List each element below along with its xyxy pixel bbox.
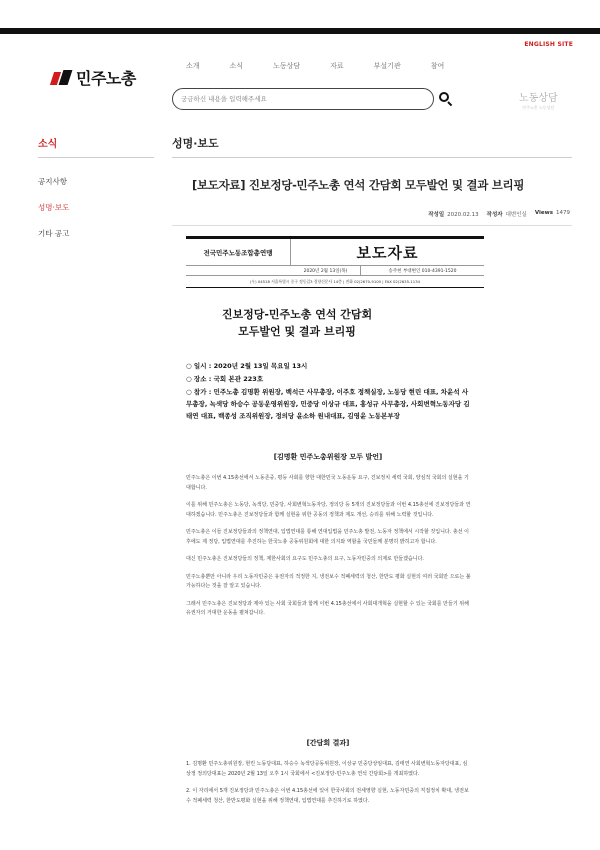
meta-author-value: 대변인실 (505, 212, 527, 218)
event-info-list (186, 360, 471, 423)
consult-sub-label: 민주노총 노동상담 (522, 105, 555, 110)
press-date: 2020년 2월 13일(목) (291, 266, 361, 275)
nav-item-participate[interactable]: 참여 (430, 62, 445, 70)
nav-item-resources[interactable]: 자료 (330, 62, 344, 70)
press-contact: 송주현 부대변인 010-4391-1520 (388, 268, 457, 274)
top-black-bar (0, 28, 600, 34)
press-address: (우) 04518 서울특별시 중구 정동길3 경향신문사 14층 | 전화 02)2670-9100 | FAX 02)2635-1134 (186, 276, 484, 288)
event-info-item: ○ 일시 : 2020년 2월 13일 목요일 13시 (186, 362, 308, 370)
section-results-head: [간담회 결과] (306, 739, 350, 747)
sidebar-item-other[interactable]: 기타 공고 (38, 229, 70, 238)
nav-item-news[interactable]: 소식 (229, 62, 244, 70)
paragraph: 그래서 민주노총은 진보정당과 제야 있는 사회 국회들과 함께 이번 4.15총선에서 사회대개혁을 실현할 수 있는 국회를 만들기 위해 유권자의 거대한 운동을 펼쳐갑니다. (186, 600, 469, 616)
meta-author-label: 작성자 (486, 212, 503, 218)
english-site-link[interactable]: ENGLISH SITE (524, 41, 573, 48)
site-logo[interactable] (52, 66, 136, 89)
post-title: [보도자료] 진보정당-민주노총 연석 간담회 모두발언 및 결과 브리핑 (192, 178, 525, 192)
meta-author (487, 210, 527, 218)
nav-item-consult[interactable]: 노동상담 (273, 62, 301, 70)
page-title: 성명·보도 (172, 137, 219, 150)
nav-item-intro[interactable]: 소개 (186, 62, 200, 70)
section-opening-remarks-head: [김명환 민주노총위원장 모두 발언] (273, 453, 383, 461)
labor-consult-link[interactable] (519, 89, 558, 111)
sidebar-menu (38, 176, 69, 254)
document-title-line1: 진보정당-민주노총 연석 간담회 (221, 308, 373, 321)
sidebar-item-statements[interactable]: 성명·보도 (38, 203, 70, 212)
meta-date-label: 작성일 (428, 212, 445, 218)
paragraph: 민주노총은 이들 진보정당들과의 정책연대, 입법연대를 통해 연대입법을 민주노총 발전, 노동자 정책에서 시작할 것입니다. 총선 이후에도 제 정당, 입법연대를 추진하는 한국노총 공동위원회에 대한 의지와 역할을 국민들께 분명히 밝히고자 합니다. (186, 529, 470, 545)
event-info-item: ○ 참가 : 민주노총 김명환 위원장, 백석근 사무총장, 이주호 정책실장, 노동당 현린 대표, 차윤석 사무총장, 녹색당 하승수 공동운영위원장, 민중당 이상규 대표, 홍성규 사무총장, 사회변혁노동자당 김태연 대표, 백종성 조직위원장, 정의당 윤소하 원내대표, 김영윤 노동본부장 (186, 388, 470, 420)
press-org: 전국민주노동조합총연맹 (186, 239, 291, 266)
post-meta (428, 210, 570, 218)
event-info-item: ○ 장소 : 국회 본관 223호 (186, 375, 264, 383)
meta-views (535, 210, 570, 218)
meta-date-value: 2020.02.13 (447, 212, 479, 218)
paragraph: 대신 민주노총은 진보정당들의 정책, 제한사회의 요구도 민주노총의 요구, 노동자민중의 의제로 만들겠습니다. (186, 556, 425, 562)
paragraph: 이를 위해 민주노총은 노동당, 녹색당, 민중당, 사회변혁노동자당, 정의당 등 5개의 진보정당들과 이번 4.15총선에 진보정당들과 연대하겠습니다. 민주노총은 진보정당들과 함께 실현을 위한 공동의 정책과 제도 개선, 승리를 위해 노력할 것입니다. (186, 502, 471, 518)
press-heading: 보도자료 (291, 239, 484, 266)
document-title-line2: 모두발언 및 결과 브리핑 (238, 325, 356, 338)
document-title (172, 306, 422, 340)
sidebar-title: 소식 (38, 139, 58, 150)
meta-date (428, 210, 478, 218)
paragraph: 민주노총은 이번 4.15총선에서 노동존중, 평등 사회를 향한 대한민국 노동운동 요구, 진보정치 세력 국회, 양심적 국회의 실현을 기대합니다. (186, 475, 469, 491)
paragraph: 민주노총뿐만 아니라 우리 노동자민중은 유권자의 적정한 지, 냉전보수 적폐세력의 청산, 한반도 평화 실현의 여러 국회만 으로는 불가능하다는 것을 잘 알고 있습니다. (186, 573, 471, 589)
sidebar-divider (38, 157, 154, 158)
main-nav (186, 61, 474, 71)
logo-mark-icon (52, 70, 72, 86)
logo-text: 민주노총 (76, 69, 136, 88)
sidebar-item-notice[interactable]: 공지사항 (38, 177, 67, 186)
search-icon[interactable] (439, 92, 453, 106)
consult-label: 노동상담 (519, 93, 558, 104)
meta-divider (172, 225, 572, 226)
results-body (186, 760, 471, 814)
press-release-header (186, 236, 484, 288)
paragraph: 1. 김명환 민주노총위원장, 현린 노동당대표, 하승수 녹색당공동위원장, 이상규 민중당상임대표, 김태연 사회변혁노동자당대표, 심상정 정의당대표는 2020년 2월 13일 오후 1시 국회에서 <진보정당-민주노총 연석 간담회>를 개최하였다. (186, 761, 468, 777)
meta-views-label: Views (534, 210, 553, 216)
nav-item-affiliates[interactable]: 부설기관 (373, 62, 401, 70)
page-title-divider (172, 157, 572, 158)
search-input[interactable] (172, 88, 434, 110)
opening-remarks-body (186, 474, 471, 627)
meta-views-value: 1479 (556, 210, 570, 216)
paragraph: 2. 이 자리에서 5개 진보정당과 민주노총은 이번 4.15총선에 있어 한국사회의 전세영향 실현, 노동자민중의 직접정치 확대, 냉전보수 적폐세력 청산, 한반도평화 실현을 위해 정책연대, 입법연대를 추진하기로 하였다. (186, 788, 469, 804)
